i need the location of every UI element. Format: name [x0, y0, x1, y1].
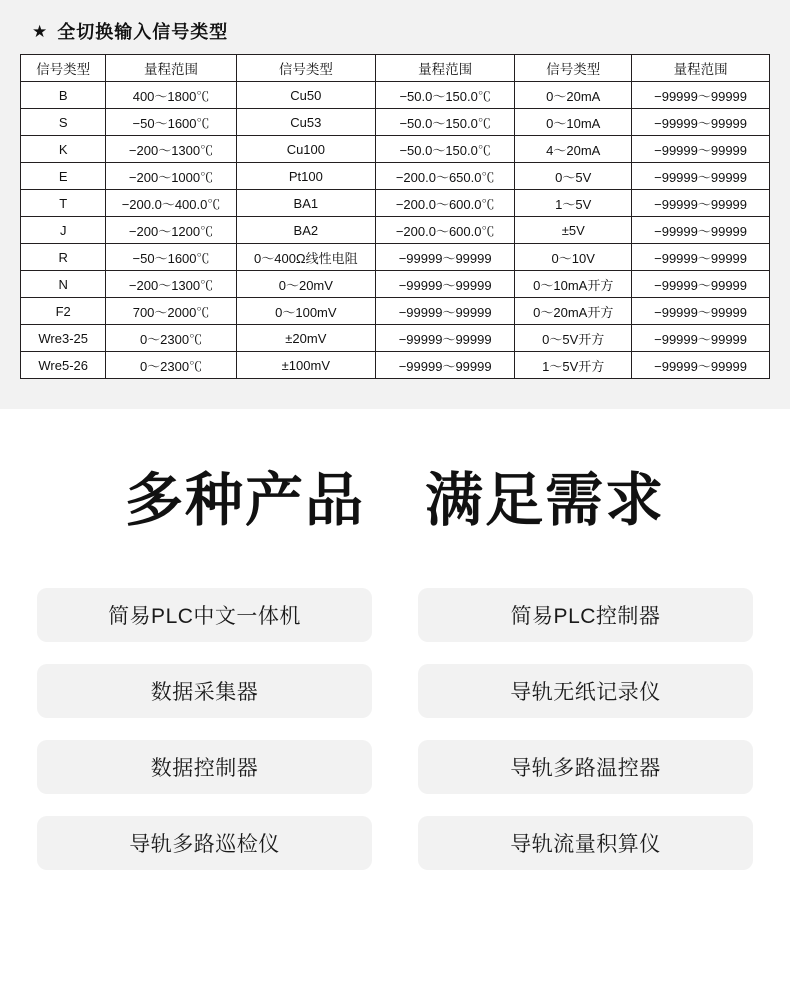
table-cell: −99999～99999 [632, 190, 770, 217]
table-cell: 0～10V [515, 244, 632, 271]
table-cell: −200～1300℃ [106, 271, 236, 298]
column-header: 信号类型 [236, 55, 375, 82]
table-cell: N [21, 271, 106, 298]
table-row [21, 82, 770, 109]
table-cell: −99999～99999 [632, 109, 770, 136]
table-cell: Wre5-26 [21, 352, 106, 379]
table-row [21, 271, 770, 298]
table-cell: 0～5V [515, 163, 632, 190]
table-cell: B [21, 82, 106, 109]
product-chip[interactable]: 数据采集器 [37, 664, 372, 718]
table-cell: E [21, 163, 106, 190]
table-cell: −200.0～600.0℃ [376, 190, 515, 217]
table-cell: −99999～99999 [376, 298, 515, 325]
table-row [21, 298, 770, 325]
table-cell: 0～20mA [515, 82, 632, 109]
table-row [21, 244, 770, 271]
table-cell: 1～5V [515, 190, 632, 217]
table-row [21, 109, 770, 136]
table-cell: 400～1800℃ [106, 82, 236, 109]
table-cell: Cu53 [236, 109, 375, 136]
table-cell: −99999～99999 [376, 352, 515, 379]
table-cell: −200.0～650.0℃ [376, 163, 515, 190]
table-cell: ±5V [515, 217, 632, 244]
table-cell: 0～10mA [515, 109, 632, 136]
table-cell: BA2 [236, 217, 375, 244]
table-cell: 0～100mV [236, 298, 375, 325]
product-chip[interactable]: 数据控制器 [37, 740, 372, 794]
table-cell: −99999～99999 [632, 325, 770, 352]
table-cell: −200.0～400.0℃ [106, 190, 236, 217]
table-cell: −200～1000℃ [106, 163, 236, 190]
table-cell: −50.0～150.0℃ [376, 82, 515, 109]
table-cell: ±100mV [236, 352, 375, 379]
table-row [21, 325, 770, 352]
product-chip[interactable]: 简易PLC控制器 [418, 588, 753, 642]
table-cell: −200.0～600.0℃ [376, 217, 515, 244]
table-cell: J [21, 217, 106, 244]
table-cell: −99999～99999 [632, 163, 770, 190]
product-chip[interactable]: 导轨多路温控器 [418, 740, 753, 794]
column-header: 量程范围 [106, 55, 236, 82]
table-cell: −99999～99999 [632, 298, 770, 325]
table-cell: −50.0～150.0℃ [376, 109, 515, 136]
table-cell: 0～2300℃ [106, 352, 236, 379]
signal-types-section [0, 0, 790, 409]
table-cell: K [21, 136, 106, 163]
product-chip[interactable]: 导轨流量积算仪 [418, 816, 753, 870]
product-chip[interactable]: 简易PLC中文一体机 [37, 588, 372, 642]
table-cell: ±20mV [236, 325, 375, 352]
table-cell: 1～5V开方 [515, 352, 632, 379]
column-header: 信号类型 [515, 55, 632, 82]
table-row [21, 352, 770, 379]
table-cell: BA1 [236, 190, 375, 217]
table-cell: 0～2300℃ [106, 325, 236, 352]
table-row [21, 217, 770, 244]
table-cell: −99999～99999 [376, 244, 515, 271]
product-chip[interactable]: 导轨无纸记录仪 [418, 664, 753, 718]
column-header: 量程范围 [376, 55, 515, 82]
product-chip[interactable]: 导轨多路巡检仪 [37, 816, 372, 870]
table-cell: −99999～99999 [632, 352, 770, 379]
signal-types-table [20, 54, 770, 379]
star-icon: ★ [32, 21, 48, 41]
table-cell: −99999～99999 [632, 82, 770, 109]
table-cell: Pt100 [236, 163, 375, 190]
table-cell: Cu100 [236, 136, 375, 163]
table-cell: 0～20mA开方 [515, 298, 632, 325]
table-cell: R [21, 244, 106, 271]
table-cell: −200～1300℃ [106, 136, 236, 163]
table-cell: −50.0～150.0℃ [376, 136, 515, 163]
table-cell: 4～20mA [515, 136, 632, 163]
table-cell: F2 [21, 298, 106, 325]
section-title-text: 全切换输入信号类型 [57, 22, 229, 42]
table-row [21, 163, 770, 190]
table-cell: −50～1600℃ [106, 109, 236, 136]
table-cell: −99999～99999 [376, 325, 515, 352]
table-cell: 700～2000℃ [106, 298, 236, 325]
products-grid [37, 588, 753, 870]
table-cell: Wre3-25 [21, 325, 106, 352]
table-cell: −200～1200℃ [106, 217, 236, 244]
table-cell: T [21, 190, 106, 217]
table-cell: Cu50 [236, 82, 375, 109]
table-row [21, 136, 770, 163]
products-section [0, 409, 790, 983]
table-cell: S [21, 109, 106, 136]
table-cell: 0～5V开方 [515, 325, 632, 352]
products-headline: 多种产品 满足需求 [124, 468, 665, 533]
table-row [21, 190, 770, 217]
table-cell: −99999～99999 [632, 244, 770, 271]
table-header-row [21, 55, 770, 82]
table-cell: −50～1600℃ [106, 244, 236, 271]
table-cell: 0～10mA开方 [515, 271, 632, 298]
table-cell: −99999～99999 [376, 271, 515, 298]
column-header: 信号类型 [21, 55, 106, 82]
column-header: 量程范围 [632, 55, 770, 82]
table-cell: 0～400Ω线性电阻 [236, 244, 375, 271]
table-cell: −99999～99999 [632, 136, 770, 163]
section-heading [32, 18, 772, 44]
table-cell: −99999～99999 [632, 217, 770, 244]
table-cell: 0～20mV [236, 271, 375, 298]
table-cell: −99999～99999 [632, 271, 770, 298]
